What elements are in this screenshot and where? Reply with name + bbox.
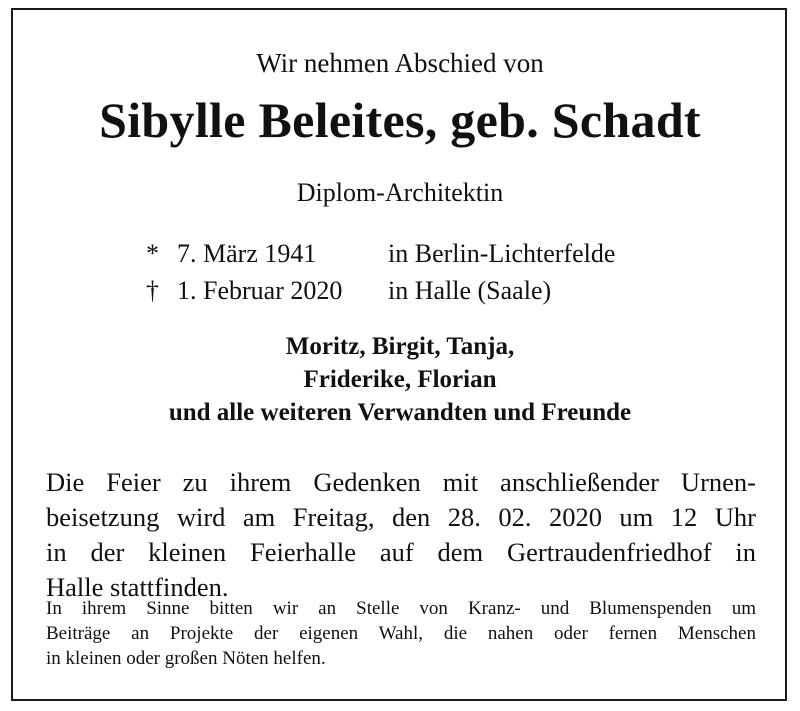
birth-symbol: * xyxy=(146,238,159,268)
life-dates xyxy=(146,235,615,309)
announcement-line: beisetzung wird am Freitag, den 28. 02. 2020 um 12 Uhr xyxy=(46,502,756,532)
mourners-line: Friderike, Florian xyxy=(303,366,497,393)
announcement-line: in der kleinen Feierhalle auf dem Gertraudenfriedhof in xyxy=(46,537,756,567)
intro-text: Wir nehmen Abschied von xyxy=(256,48,544,78)
death-place: in Halle (Saale) xyxy=(388,275,552,305)
announcement-line: Die Feier zu ihrem Gedenken mit anschließender Urnen- xyxy=(46,467,756,497)
request-line: In ihrem Sinne bitten wir an Stelle von Kranz- und Blumenspenden um xyxy=(46,598,756,619)
deceased-name: Sibylle Beleites, geb. Schadt xyxy=(99,92,701,148)
profession: Diplom-Architektin xyxy=(296,178,504,207)
birth-date: 7. März 1941 xyxy=(177,238,317,268)
mourners-line: und alle weiteren Verwandten und Freunde xyxy=(168,399,632,426)
donation-request xyxy=(46,596,756,671)
death-date: 1. Februar 2020 xyxy=(177,275,343,305)
birth-row xyxy=(146,235,615,272)
death-row xyxy=(146,272,615,309)
ceremony-announcement xyxy=(46,465,756,605)
request-line: Beiträge an Projekte der eigenen Wahl, die nahen oder fernen Menschen xyxy=(46,623,756,644)
mourners-line: Moritz, Birgit, Tanja, xyxy=(285,333,515,360)
request-line: in kleinen oder großen Nöten helfen. xyxy=(46,648,326,669)
birth-place: in Berlin-Lichterfelde xyxy=(388,238,616,268)
announcement-line: Halle stattfinden. xyxy=(46,572,229,602)
death-symbol: † xyxy=(146,275,159,305)
